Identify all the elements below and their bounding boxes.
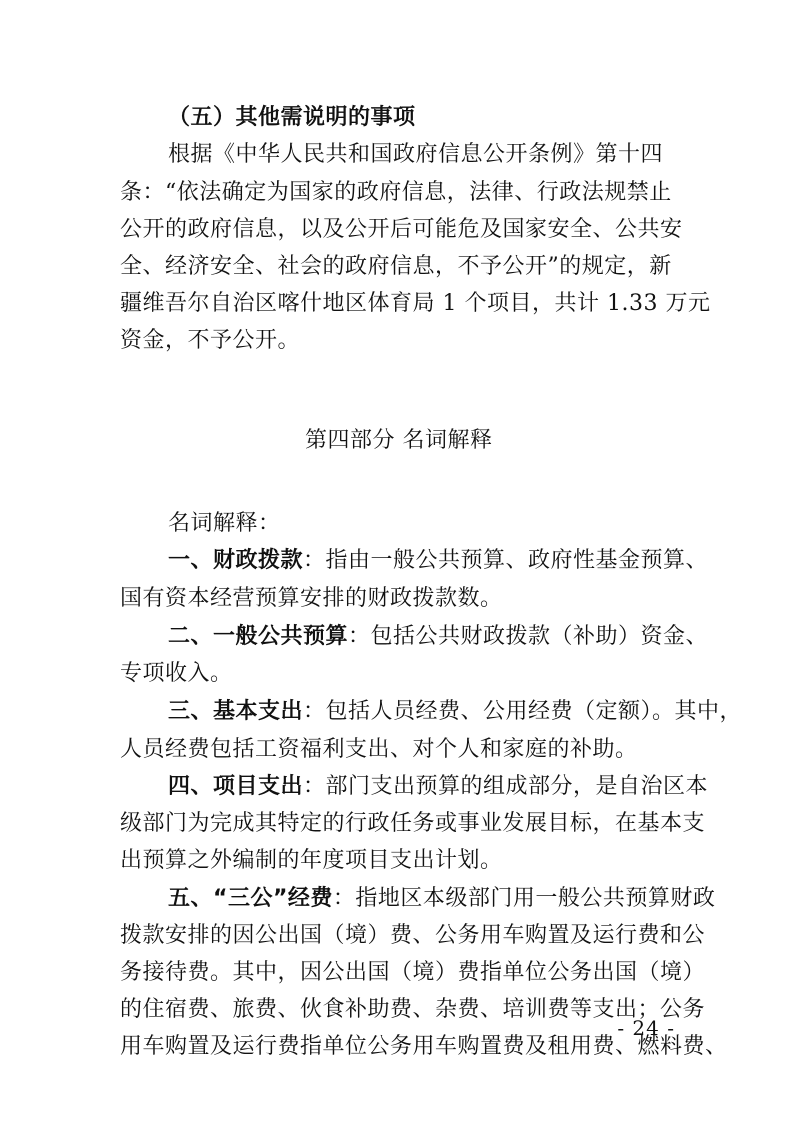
glossary-term: 二、一般公共预算 — [168, 624, 349, 649]
glossary-definition: ：包括公共财政拨款（补助）资金、 — [348, 624, 709, 649]
glossary-line: 专项收入。 — [120, 661, 233, 686]
glossary-item-three-public-expenses — [168, 884, 715, 914]
glossary-line: 的住宿费、旅费、伙食补助费、杂费、培训费等支出；公务 — [120, 997, 706, 1022]
glossary-item-general-public-budget — [168, 622, 708, 652]
glossary-term: 一、财政拨款 — [168, 548, 304, 573]
section-five-line: 公开的政府信息，以及公开后可能危及国家安全、公共安 — [120, 217, 683, 242]
glossary-item-basic-expenditure — [168, 697, 742, 727]
page-number: - 24 - — [617, 1016, 675, 1040]
glossary-line: 拨款安排的因公出国（境）费、公务用车购置及运行费和公 — [120, 923, 706, 948]
glossary-line: 用车购置及运行费指单位公务用车购置费及租用费、燃料费、 — [120, 1034, 728, 1059]
glossary-definition: ：指由一般公共预算、政府性基金预算、 — [303, 548, 709, 573]
glossary-intro: 名词解释： — [168, 511, 281, 536]
glossary-line: 人员经费包括工资福利支出、对个人和家庭的补助。 — [120, 737, 638, 762]
glossary-line: 国有资本经营预算安排的财政拨款数。 — [120, 586, 503, 611]
glossary-definition: ：指地区本级部门用一般公共预算财政 — [332, 886, 716, 911]
section-five-line: 资金，不予公开。 — [120, 328, 301, 353]
glossary-item-project-expenditure — [168, 772, 708, 802]
glossary-line: 出预算之外编制的年度项目支出计划。 — [120, 848, 503, 873]
section-five-heading: （五）其他需说明的事项 — [168, 105, 416, 130]
glossary-definition: ：包括人员经费、公用经费（定额）。其中， — [303, 699, 743, 724]
section-five-line: 根据《中华人民共和国政府信息公开条例》第十四 — [168, 142, 664, 167]
glossary-term: 三、基本支出 — [168, 699, 304, 724]
glossary-term: 五、“三公”经费 — [168, 886, 333, 911]
section-five-line: 全、经济安全、社会的政府信息，不予公开”的规定，新 — [120, 254, 672, 279]
part-four-title: 第四部分 名词解释 — [305, 428, 493, 453]
glossary-line: 务接待费。其中，因公出国（境）费指单位公务出国（境） — [120, 960, 706, 985]
glossary-item-financial-allocation — [168, 546, 708, 576]
glossary-line: 级部门为完成其特定的行政任务或事业发展目标，在基本支 — [120, 811, 706, 836]
glossary-term: 四、项目支出 — [168, 774, 304, 799]
glossary-definition: ：部门支出预算的组成部分，是自治区本 — [303, 774, 709, 799]
section-five-line: 条：“依法确定为国家的政府信息，法律、行政法规禁止 — [120, 180, 672, 205]
section-five-line: 疆维吾尔自治区喀什地区体育局 1 个项目，共计 1.33 万元 — [120, 291, 711, 316]
